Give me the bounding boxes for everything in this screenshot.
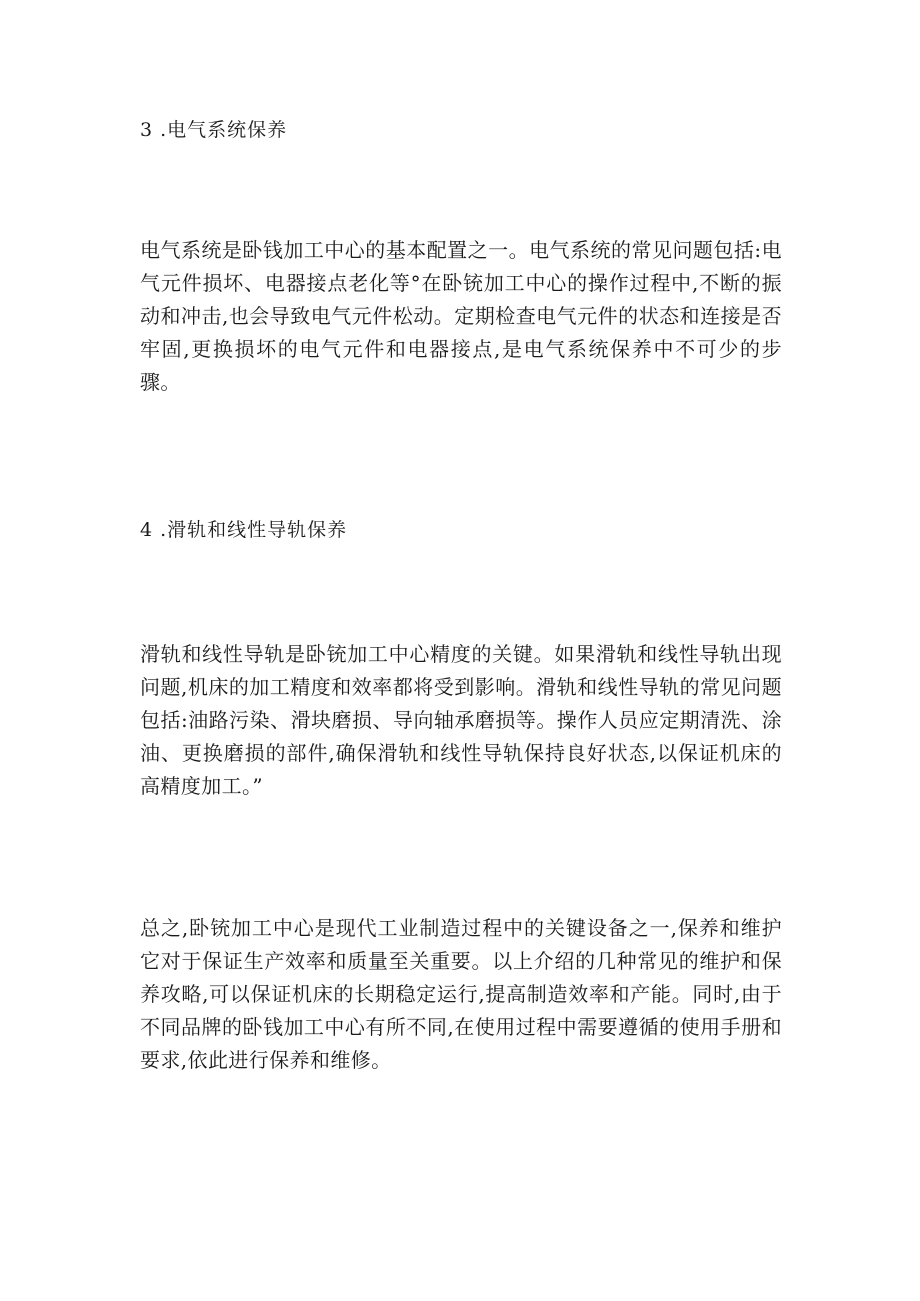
section-3-heading: 3 .电气系统保养: [140, 119, 288, 141]
conclusion-paragraph: 总之,卧铳加工中心是现代工业制造过程中的关键设备之一,保养和维护它对于保证生产效率和质量至关重要。以上介绍的几种常见的维护和保养攻略,可以保证机床的长期稳定运行,提高制造效率和产能。同时,由于不同品牌的卧钱加工中心有所不同,在使用过程中需要遵循的使用手册和要求,依此进行保养和维修。: [140, 916, 782, 1072]
section-4-heading: 4 .滑轨和线性导轨保养: [140, 519, 348, 541]
section-4-paragraph: 滑轨和线性导轨是卧铳加工中心精度的关键。如果滑轨和线性导轨出现问题,机床的加工精度和效率都将受到影响。滑轨和线性导轨的常见问题包括:油路污染、滑块磨损、导向轴承磨损等。操作人员应定期清洗、涂油、更换磨损的部件,确保滑轨和线性导轨保持良好状态,以保证机床的高精度加工。”: [140, 642, 782, 798]
section-3-paragraph: 电气系统是卧钱加工中心的基本配置之一。电气系统的常见问题包括:电气元件损坏、电器接点老化等°在卧铳加工中心的操作过程中,不断的振动和冲击,也会导致电气元件松动。定期检查电气元件的状态和连接是否牢固,更换损坏的电气元件和电器接点,是电气系统保养中不可少的步骤。: [140, 238, 782, 394]
